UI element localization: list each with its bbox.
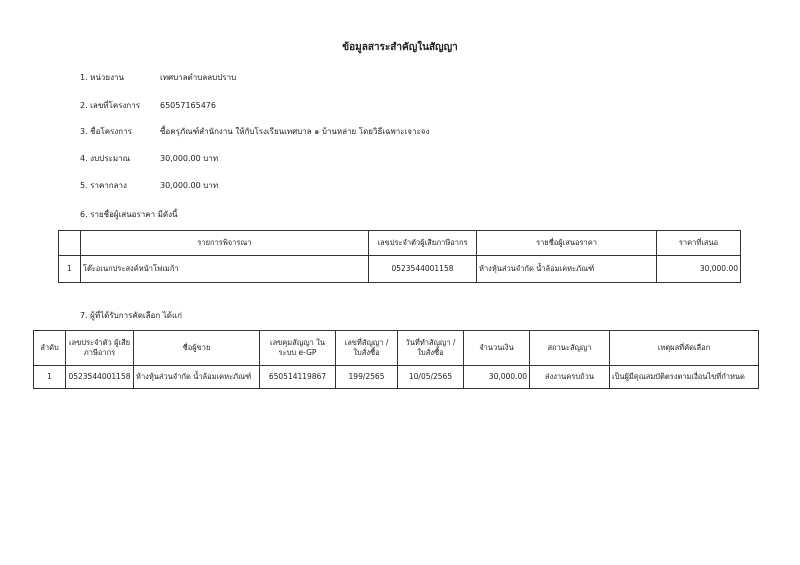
cell-bidder: ห้างหุ้นส่วนจำกัด น้ำล้อมเคหะภัณฑ์ [477,256,657,283]
cell-index: 1 [59,256,81,283]
cell-price: 30,000.00 [657,256,741,283]
col-header-price: ราคาที่เสนอ [657,231,741,256]
selected-vendor-table [33,330,759,389]
cell-vendor: ห้างหุ้นส่วนจำกัด น้ำล้อมเคหะภัณฑ์ [134,366,260,389]
cell-egp-control: 650514119867 [260,366,336,389]
col-header-tax-id: เลขประจำตัวผู้เสียภาษีอากร [369,231,477,256]
cell-order: 1 [34,366,66,389]
table-row [59,256,741,283]
table-row [34,366,759,389]
col-header-contract-no: เลขที่สัญญา / ใบสั่งซื้อ [336,331,398,366]
col-header-egp-control: เลขคุมสัญญา ในระบบ e-GP [260,331,336,366]
col-header-tax-id: เลขประจำตัว ผู้เสียภาษีอากร [66,331,134,366]
section-7-heading: 7. ผู้ที่ได้รับการคัดเลือก ได้แก่ [80,311,182,320]
document-title: ข้อมูลสาระสำคัญในสัญญา [342,42,458,53]
col-header-status: สถานะสัญญา [530,331,610,366]
col-header-bidder: รายชื่อผู้เสนอราคา [477,231,657,256]
field-agency: 1. หน่วยงาน เทศบาลตำบลลบปราบ [80,73,237,82]
field-project-name: 3. ชื่อโครงการ ซื้อครุภัณฑ์สำนักงาน ให้กับโรงเรียนเทศบาล ๑ บ้านหล่าย โดยวิธีเฉพาะเจาะจง [80,127,430,136]
field-project-number: 2. เลขที่โครงการ 65057165476 [80,101,216,110]
col-header-vendor: ชื่อผู้ขาย [134,331,260,366]
cell-reason: เป็นผู้มีคุณสมบัติตรงตามเงื่อนไขที่กำหนด [610,366,759,389]
col-header-index [59,231,81,256]
cell-status: ส่งงานครบถ้วน [530,366,610,389]
cell-amount: 30,000.00 [464,366,530,389]
cell-item: โต๊ะอเนกประสงค์หน้าโฟเมก้า [81,256,369,283]
table-header-row [59,231,741,256]
field-budget: 4. งบประมาณ 30,000.00 บาท [80,154,219,163]
bidders-table [58,230,741,283]
cell-contract-date: 10/05/2565 [398,366,464,389]
cell-tax-id: 0523544001158 [66,366,134,389]
field-median-price: 5. ราคากลาง 30,000.00 บาท [80,181,219,190]
table-header-row [34,331,759,366]
col-header-amount: จำนวนเงิน [464,331,530,366]
col-header-contract-date: วันที่ทำสัญญา / ใบสั่งซื้อ [398,331,464,366]
cell-tax-id: 0523544001158 [369,256,477,283]
col-header-reason: เหตุผลที่คัดเลือก [610,331,759,366]
cell-contract-no: 199/2565 [336,366,398,389]
col-header-order: ลำดับ [34,331,66,366]
section-6-heading: 6. รายชื่อผู้เสนอราคา มีดังนี้ [80,210,178,219]
col-header-item: รายการพิจารณา [81,231,369,256]
